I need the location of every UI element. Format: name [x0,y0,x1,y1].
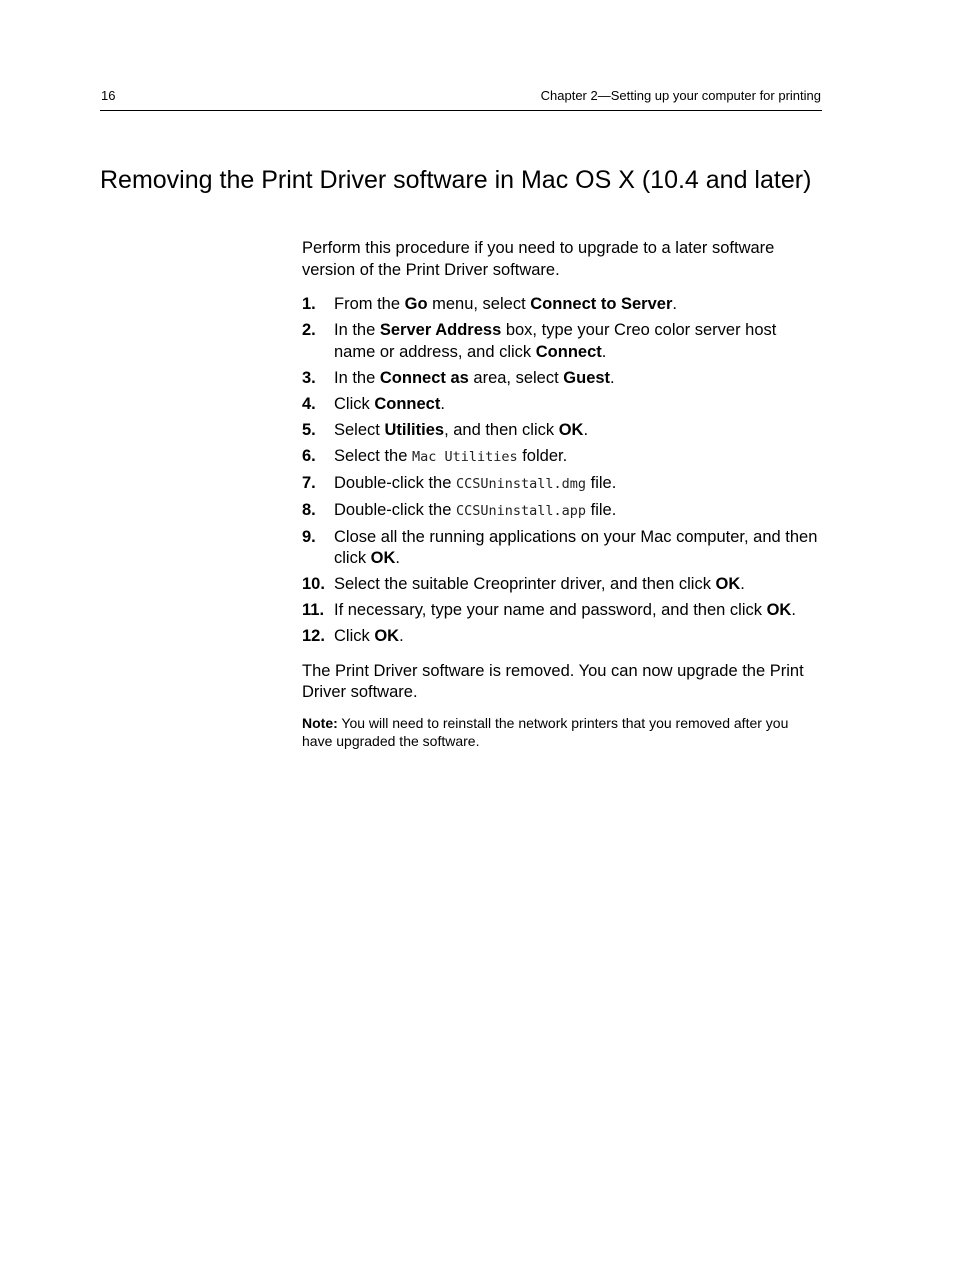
step-item [302,394,822,416]
procedure-body [302,238,822,750]
step-ui-term: OK [715,575,741,593]
page-header [100,88,822,111]
step-text: In the [334,368,380,387]
note-text: You will need to reinstall the network printers that you removed after you have upgraded the software. [302,714,789,749]
step-item [302,446,822,469]
step-ui-term: OK [374,627,400,645]
step-number: 3. [302,368,316,387]
step-ui-term: Connect [535,342,602,361]
step-text: Close all the running applications on your Mac computer, and then click [334,527,818,567]
step-number: 2. [302,321,316,339]
step-item [302,574,822,596]
step-text: , and then click [444,420,559,439]
step-ui-term: Go [404,295,428,313]
step-number: 7. [302,473,316,492]
step-number: 6. [302,446,316,465]
result-paragraph: The Print Driver software is removed. You can now upgrade the Print Driver software. [302,661,804,701]
page-number: 16 [101,88,116,103]
step-text: . [672,295,677,313]
step-number: 4. [302,394,316,413]
step-ui-term: Connect as [379,368,469,387]
step-number: 1. [302,295,316,313]
step-text: If necessary, type your name and password, and then click [334,601,767,619]
step-ui-term: OK [370,549,396,567]
step-text: . [740,575,745,593]
step-number: 10. [302,575,325,593]
step-number: 5. [302,420,316,439]
step-text: Select [334,420,385,439]
step-ui-term: OK [558,420,584,439]
step-ui-term: OK [766,601,792,619]
step-text: menu, select [427,295,531,313]
step-item [302,294,822,316]
step-text: file. [586,500,617,519]
step-text: Double-click the [334,473,456,492]
step-text: folder. [517,446,568,465]
step-text: . [610,368,615,387]
step-number: 12. [302,627,325,645]
chapter-title: Chapter 2—Setting up your computer for printing [540,88,821,103]
step-text: . [395,549,401,567]
step-item [302,320,822,363]
step-ui-term: Connect to Server [530,295,673,313]
step-ui-term: Guest [563,368,611,387]
step-item [302,600,822,622]
step-text: Double-click the [334,500,456,519]
step-item [302,368,822,390]
step-ui-term: Connect [374,394,441,413]
step-text: file. [586,473,617,492]
step-text: Select the [334,446,412,465]
step-filename: Mac Utilities [411,448,518,465]
step-text: Click [334,394,375,413]
section-title: Removing the Print Driver software in Mac OS X (10.4 and later) [100,166,812,194]
step-text: area, select [468,368,564,387]
step-text: Click [334,627,375,645]
step-text: . [583,420,589,439]
step-ui-term: Utilities [384,420,445,439]
step-item [302,527,822,570]
step-filename: CCSUninstall.app [455,502,587,519]
step-item [302,420,822,442]
step-text: . [791,601,796,619]
step-text: . [440,394,445,413]
step-number: 8. [302,500,316,519]
step-text: From the [334,295,405,313]
step-item [302,626,822,648]
note-label: Note: [302,714,338,731]
step-ui-term: Server Address [379,321,502,339]
step-number: 11. [302,601,325,619]
steps-list [302,294,822,648]
step-number: 9. [302,527,316,546]
step-text: . [601,342,607,361]
note [302,714,822,750]
step-text: . [399,627,404,645]
step-text: box, type your Creo color server host name or address, and click [334,321,777,361]
intro-paragraph: Perform this procedure if you need to upgrade to a later software version of the Print Driver software. [302,239,775,279]
step-item [302,473,822,496]
step-item [302,500,822,523]
step-text: In the [334,321,380,339]
step-text: Select the suitable Creoprinter driver, and then click [334,575,716,593]
step-filename: CCSUninstall.dmg [455,475,587,492]
